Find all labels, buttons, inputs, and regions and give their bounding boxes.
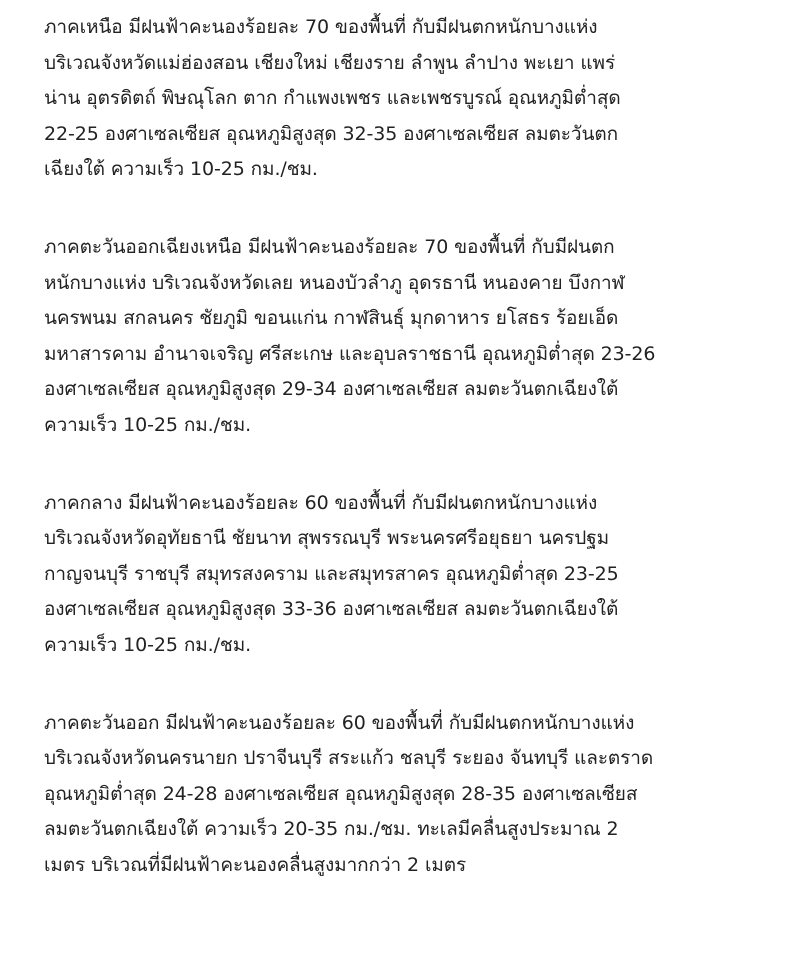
text-line: ภาคตะวันออก มีฝนฟ้าคะนองร้อยละ 60 ของพื้นที่ กับมีฝนตกหนักบางแห่ง <box>44 711 635 734</box>
text-line: มหาสารคาม อำนาจเจริญ ศรีสะเกษ และอุบลราชธานี อุณหภูมิต่ำสุด 23-26 <box>44 342 656 365</box>
text-line: องศาเซลเซียส อุณหภูมิสูงสุด 29-34 องศาเซลเซียส ลมตะวันตกเฉียงใต้ <box>44 378 619 401</box>
text-line: กาญจนบุรี ราชบุรี สมุทรสงคราม และสมุทรสาคร อุณหภูมิต่ำสุด 23-25 <box>44 562 619 585</box>
paragraph-northeast <box>44 230 770 444</box>
text-line: ภาคเหนือ มีฝนฟ้าคะนองร้อยละ 70 ของพื้นที่ กับมีฝนตกหนักบางแห่ง <box>44 16 598 38</box>
text-line: บริเวณจังหวัดนครนายก ปราจีนบุรี สระแก้ว ชลบุรี ระยอง จันทบุรี และตราด <box>44 747 654 770</box>
text-line: องศาเซลเซียส อุณหภูมิสูงสุด 33-36 องศาเซลเซียส ลมตะวันตกเฉียงใต้ <box>44 598 619 621</box>
text-line: บริเวณจังหวัดแม่ฮ่องสอน เชียงใหม่ เชียงราย ลำพูน ลำปาง พะเยา แพร่ <box>44 51 616 74</box>
text-line: อุณหภูมิต่ำสุด 24-28 องศาเซลเซียส อุณหภูมิสูงสุด 28-35 องศาเซลเซียส <box>44 782 638 805</box>
text-line: ภาคกลาง มีฝนฟ้าคะนองร้อยละ 60 ของพื้นที่ กับมีฝนตกหนักบางแห่ง <box>44 491 598 514</box>
text-line: ลมตะวันตกเฉียงใต้ ความเร็ว 20-35 กม./ชม. ทะเลมีคลื่นสูงประมาณ 2 <box>44 818 619 841</box>
text-line: นครพนม สกลนคร ชัยภูมิ ขอนแก่น กาฬสินธุ์ มุกดาหาร ยโสธร ร้อยเอ็ด <box>44 307 619 330</box>
paragraph-north <box>44 10 770 188</box>
text-line: น่าน อุตรดิตถ์ พิษณุโลก ตาก กำแพงเพชร และเพชรบูรณ์ อุณหภูมิต่ำสุด <box>44 87 621 110</box>
text-line: บริเวณจังหวัดอุทัยธานี ชัยนาท สุพรรณบุรี พระนครศรีอยุธยา นครปฐม <box>44 527 610 550</box>
paragraph-central <box>44 486 770 664</box>
text-line: ภาคตะวันออกเฉียงเหนือ มีฝนฟ้าคะนองร้อยละ 70 ของพื้นที่ กับมีฝนตก <box>44 235 615 258</box>
text-line: 22-25 องศาเซลเซียส อุณหภูมิสูงสุด 32-35 องศาเซลเซียส ลมตะวันตก <box>44 122 618 145</box>
text-line: ความเร็ว 10-25 กม./ชม. <box>44 413 252 436</box>
text-line: เฉียงใต้ ความเร็ว 10-25 กม./ชม. <box>44 158 318 181</box>
text-line: หนักบางแห่ง บริเวณจังหวัดเลย หนองบัวลำภู อุดรธานี หนองคาย บึงกาฬ <box>44 271 625 294</box>
text-line: เมตร บริเวณที่มีฝนฟ้าคะนองคลื่นสูงมากกว่า 2 เมตร <box>44 853 467 876</box>
paragraph-east <box>44 706 770 884</box>
text-line: ความเร็ว 10-25 กม./ชม. <box>44 633 252 656</box>
